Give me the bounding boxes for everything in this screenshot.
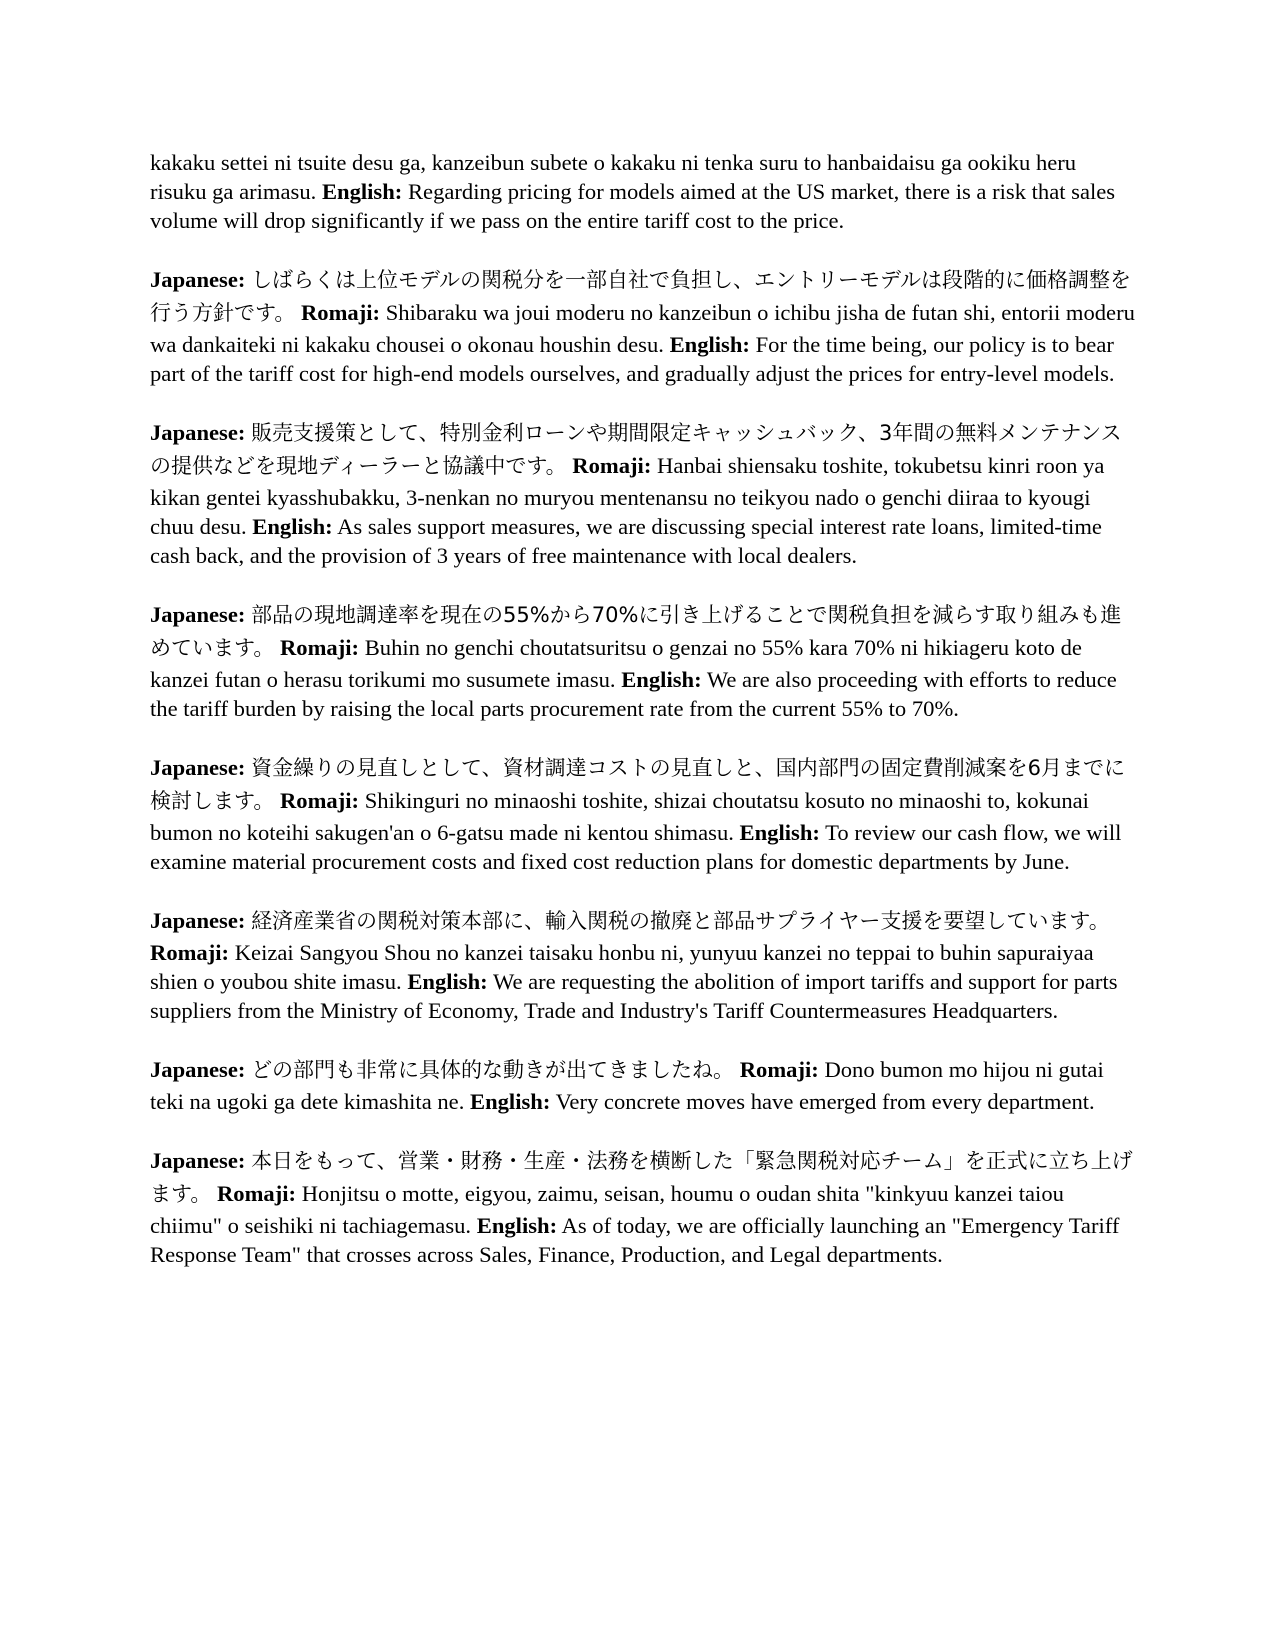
- romaji-text: Shikinguri no minaoshi toshite, shizai choutatsu kosuto no minaoshi to, kokunai bumon no koteihi sakugen'an o 6-gatsu made ni kentou shimasu.: [150, 788, 1089, 845]
- japanese-text: 経済産業省の関税対策本部に、輸入関税の撤廃と部品サプライヤー支援を要望しています。: [251, 909, 1110, 933]
- romaji-text: Dono bumon mo hijou ni gutai teki na ugoki ga dete kimashita ne.: [150, 1057, 1104, 1114]
- japanese-label: Japanese:: [150, 267, 246, 292]
- japanese-label: Japanese:: [150, 602, 246, 627]
- japanese-label: Japanese:: [150, 420, 246, 445]
- romaji-text: Buhin no genchi choutatsuritsu o genzai no 55% kara 70% ni hikiageru koto de kanzei futan o herasu torikumi mo susumete imasu.: [150, 635, 1082, 692]
- entry-paragraph: [150, 905, 1135, 1025]
- japanese-label: Japanese:: [150, 1148, 246, 1173]
- english-label: English:: [739, 820, 820, 845]
- english-label: English:: [470, 1089, 551, 1114]
- japanese-text: どの部門も非常に具体的な動きが出てきましたね。: [251, 1058, 735, 1082]
- entry-paragraph: [150, 417, 1135, 570]
- intro-paragraph: [150, 148, 1135, 235]
- english-label: English:: [476, 1213, 558, 1238]
- japanese-text: しばらくは上位モデルの関税分を一部自社で負担し、エントリーモデルは段階的に価格調整を行う方針です。: [150, 268, 1131, 325]
- english-label: English:: [407, 969, 488, 994]
- japanese-label: Japanese:: [150, 755, 246, 780]
- entry-paragraph: [150, 752, 1135, 876]
- romaji-label: Romaji:: [572, 453, 652, 478]
- romaji-label: Romaji:: [739, 1057, 819, 1082]
- romaji-label: Romaji:: [279, 788, 360, 813]
- japanese-text: 資金繰りの見直しとして、資材調達コストの見直しと、国内部門の固定費削減案を6月までに検討します。: [150, 756, 1125, 813]
- romaji-label: Romaji:: [150, 940, 230, 965]
- english-text: Regarding pricing for models aimed at the US market, there is a risk that sales volume will drop significantly if we pass on the entire tariff cost to the price.: [150, 179, 1116, 233]
- romaji-label: Romaji:: [216, 1181, 297, 1206]
- japanese-label: Japanese:: [150, 908, 246, 933]
- romaji-text: Shibaraku wa joui moderu no kanzeibun o ichibu jisha de futan shi, entorii moderu wa dankaiteki ni kakaku chousei o okonau houshin desu.: [150, 300, 1135, 357]
- japanese-text: 販売支援策として、特別金利ローンや期間限定キャッシュバック、3年間の無料メンテナンスの提供などを現地ディーラーと協議中です。: [150, 421, 1122, 478]
- english-label: English:: [669, 332, 750, 357]
- english-text: As sales support measures, we are discussing special interest rate loans, limited-time cash back, and the provision of 3 years of free maintenance with local dealers.: [150, 514, 1102, 568]
- entry-paragraph: [150, 264, 1135, 388]
- document-page: [150, 148, 1135, 1298]
- english-text: For the time being, our policy is to bear part of the tariff cost for high-end models ourselves, and gradually adjust the prices for entry-level models.: [150, 332, 1115, 386]
- romaji-text: Hanbai shiensaku toshite, tokubetsu kinri roon ya kikan gentei kyasshubakku, 3-nenkan no muryou mentenansu no teikyou nado o genchi diiraa to kyougi chuu desu.: [150, 453, 1105, 539]
- entry-paragraph: [150, 1145, 1135, 1269]
- romaji-label: Romaji:: [279, 635, 360, 660]
- romaji-label: Romaji:: [300, 300, 381, 325]
- english-text: As of today, we are officially launching an "Emergency Tariff Response Team" that crosses across Sales, Finance, Production, and Legal departments.: [150, 1213, 1120, 1267]
- english-text: Very concrete moves have emerged from every department.: [555, 1089, 1095, 1114]
- english-text: We are requesting the abolition of import tariffs and support for parts suppliers from the Ministry of Economy, Trade and Industry's Tariff Countermeasures Headquarters.: [150, 969, 1118, 1023]
- english-text: To review our cash flow, we will examine material procurement costs and fixed cost reduction plans for domestic departments by June.: [150, 820, 1122, 874]
- japanese-text: 本日をもって、営業・財務・生産・法務を横断した「緊急関税対応チーム」を正式に立ち上げます。: [150, 1149, 1133, 1206]
- entry-paragraph: [150, 599, 1135, 723]
- english-text: We are also proceeding with efforts to reduce the tariff burden by raising the local parts procurement rate from the current 55% to 70%.: [150, 667, 1117, 721]
- english-label: English:: [621, 667, 702, 692]
- japanese-label: Japanese:: [150, 1057, 246, 1082]
- romaji-text: kakaku settei ni tsuite desu ga, kanzeibun subete o kakaku ni tenka suru to hanbaidaisu ga ookiku heru risuku ga arimasu.: [150, 150, 1077, 204]
- english-label: English:: [252, 514, 333, 539]
- romaji-text: Honjitsu o motte, eigyou, zaimu, seisan, houmu o oudan shita "kinkyuu kanzei taiou chiimu" o seishiki ni tachiagemasu.: [150, 1181, 1064, 1238]
- japanese-text: 部品の現地調達率を現在の55%から70%に引き上げることで関税負担を減らす取り組みも進めています。: [150, 603, 1122, 660]
- entry-paragraph: [150, 1054, 1135, 1116]
- romaji-text: Keizai Sangyou Shou no kanzei taisaku honbu ni, yunyuu kanzei no teppai to buhin sapuraiyaa shien o youbou shite imasu.: [150, 940, 1094, 994]
- english-label: English:: [321, 179, 403, 204]
